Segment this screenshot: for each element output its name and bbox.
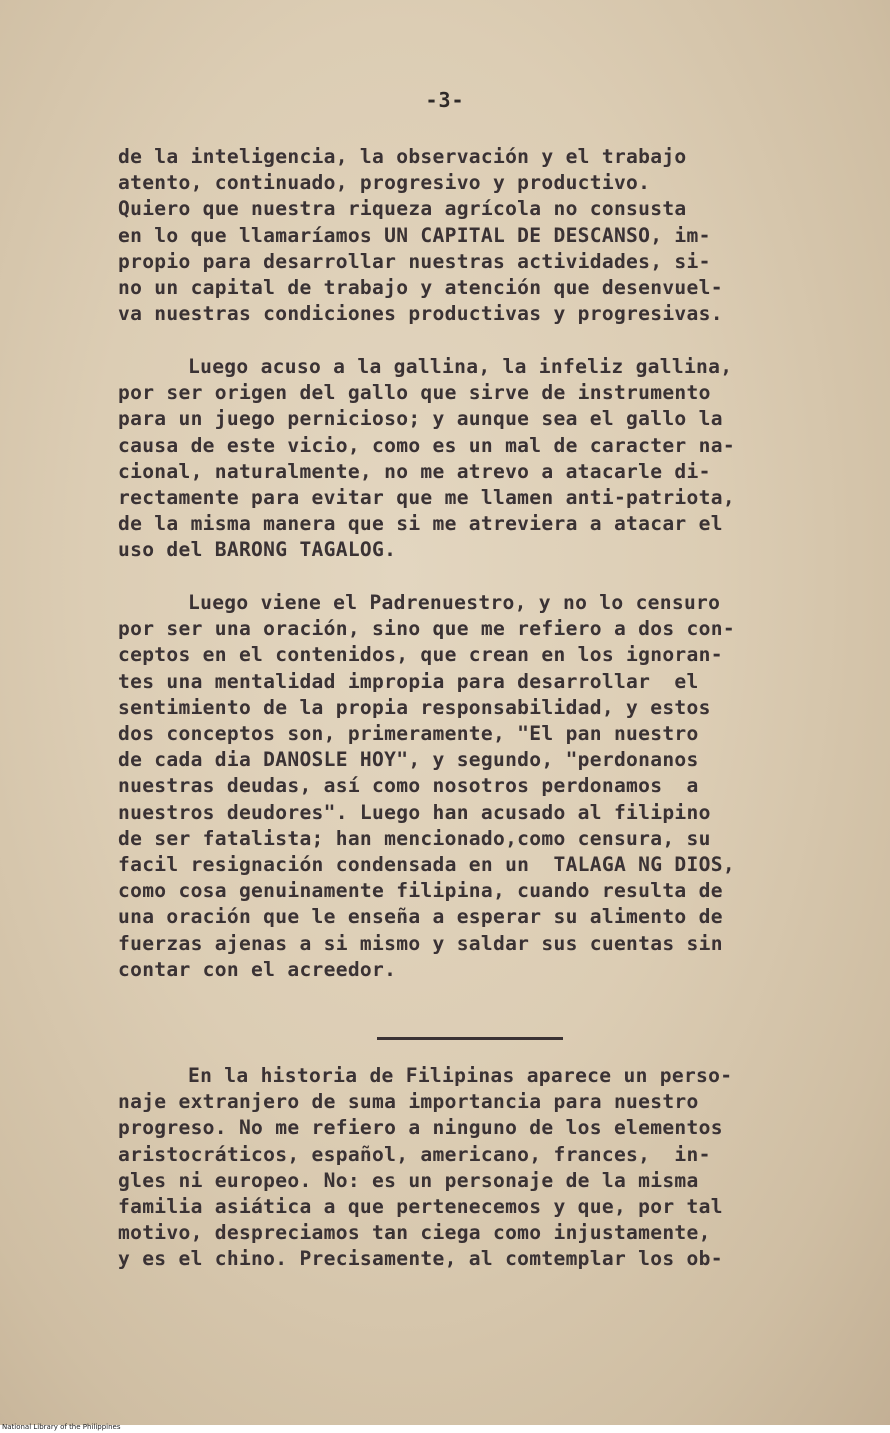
text-line: y es el chino. Precisamente, al comtemplar los ob- [118, 1247, 723, 1271]
text-line: nuestras deudas, así como nosotros perdonamos a [118, 774, 699, 798]
text-line: ceptos en el contenidos, que crean en los ignoran- [118, 643, 723, 667]
text-line: tes una mentalidad impropia para desarrollar el [118, 669, 699, 693]
paragraph-2 [118, 354, 798, 564]
text-line: aristocráticos, español, americano, frances, in- [118, 1142, 711, 1166]
footer-bar [0, 1425, 890, 1433]
text-line: nuestros deudores". Luego han acusado al filipino [118, 800, 711, 824]
text-line: de la misma manera que si me atreviera a atacar el [118, 512, 723, 536]
text-line: para un juego pernicioso; y aunque sea el gallo la [118, 407, 723, 431]
text-line: Quiero que nuestra riqueza agrícola no consusta [118, 197, 687, 221]
text-line: contar con el acreedor. [118, 957, 397, 981]
text-line: por ser una oración, sino que me refiero a dos con- [118, 617, 735, 641]
text-line: dos conceptos son, primeramente, "El pan nuestro [118, 722, 699, 746]
section-divider [377, 1037, 563, 1040]
text-line: de cada dia DANOSLE HOY", y segundo, "perdonanos [118, 748, 699, 772]
footer-credit: National Library of the Philippines [2, 1423, 121, 1431]
text-line: sentimiento de la propia responsabilidad, y estos [118, 695, 711, 719]
page-number: -3- [425, 88, 465, 112]
text-line: por ser origen del gallo que sirve de instrumento [118, 381, 711, 405]
text-line: en lo que llamaríamos UN CAPITAL DE DESCANSO, im- [118, 223, 711, 247]
text-line: como cosa genuinamente filipina, cuando resulta de [118, 879, 723, 903]
text-line: rectamente para evitar que me llamen anti-patriota, [118, 486, 735, 510]
text-line: cional, naturalmente, no me atrevo a atacarle di- [118, 459, 711, 483]
text-line: familia asiática a que pertenecemos y que, por tal [118, 1195, 723, 1219]
text-line: Luego acuso a la gallina, la infeliz gallina, [188, 355, 733, 378]
text-line: naje extranjero de suma importancia para nuestro [118, 1090, 699, 1114]
paragraph-3 [118, 590, 798, 983]
text-line: uso del BARONG TAGALOG. [118, 538, 397, 562]
text-line: causa de este vicio, como es un mal de caracter na- [118, 433, 735, 457]
text-line: En la historia de Filipinas aparece un perso- [188, 1064, 733, 1087]
text-line: fuerzas ajenas a si mismo y saldar sus cuentas sin [118, 931, 723, 955]
paragraph-4 [118, 1063, 798, 1273]
text-line: de la inteligencia, la observación y el trabajo [118, 145, 687, 168]
text-line: gles ni europeo. No: es un personaje de la misma [118, 1168, 699, 1192]
text-line: no un capital de trabajo y atención que desenvuel- [118, 276, 723, 300]
text-line: va nuestras condiciones productivas y progresivas. [118, 302, 723, 326]
text-line: una oración que le enseña a esperar su alimento de [118, 905, 723, 929]
text-line: motivo, despreciamos tan ciega como injustamente, [118, 1221, 711, 1245]
text-line: Luego viene el Padrenuestro, y no lo censuro [188, 591, 721, 614]
text-line: facil resignación condensada en un TALAGA NG DIOS, [118, 853, 735, 877]
paragraph-1 [118, 144, 798, 327]
text-line: atento, continuado, progresivo y productivo. [118, 171, 651, 195]
text-line: de ser fatalista; han mencionado,como censura, su [118, 826, 711, 850]
text-line: progreso. No me refiero a ninguno de los elementos [118, 1116, 723, 1140]
text-line: propio para desarrollar nuestras actividades, si- [118, 249, 711, 273]
